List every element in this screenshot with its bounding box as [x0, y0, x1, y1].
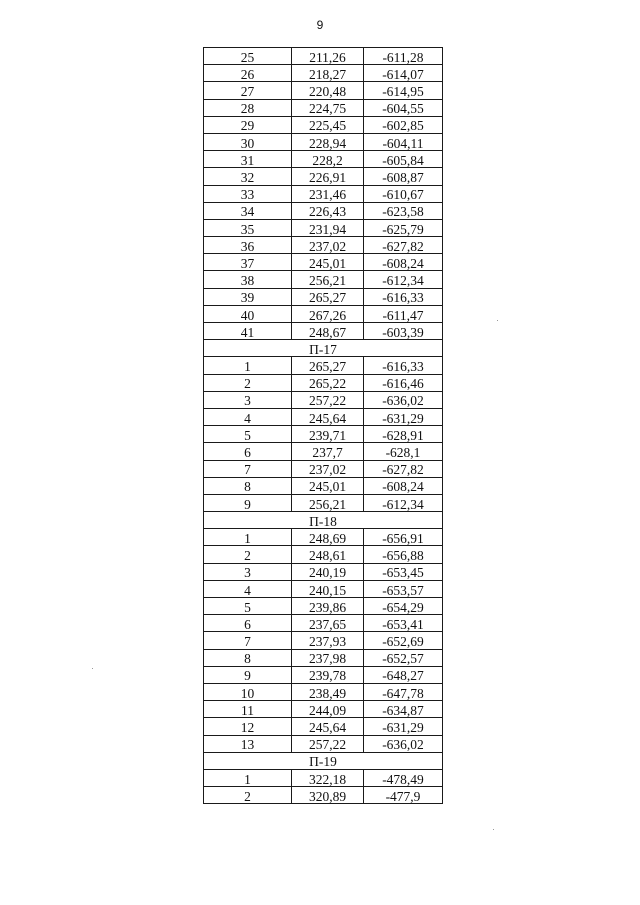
y-coordinate-cell: -602,85 [364, 116, 443, 133]
point-number-cell: 6 [204, 443, 292, 460]
x-coordinate-cell: 245,64 [292, 718, 364, 735]
x-coordinate-cell: 257,22 [292, 391, 364, 408]
y-coordinate-cell: -654,29 [364, 598, 443, 615]
x-coordinate-cell: 265,22 [292, 374, 364, 391]
point-number-cell: 2 [204, 787, 292, 804]
table-row [204, 477, 443, 494]
y-coordinate-cell: -636,02 [364, 735, 443, 752]
point-number-cell: 6 [204, 615, 292, 632]
point-number-cell: 3 [204, 563, 292, 580]
x-coordinate-cell: 237,98 [292, 649, 364, 666]
x-coordinate-cell: 237,7 [292, 443, 364, 460]
x-coordinate-cell: 226,43 [292, 202, 364, 219]
table-row [204, 271, 443, 288]
x-coordinate-cell: 245,64 [292, 408, 364, 425]
table-row [204, 735, 443, 752]
y-coordinate-cell: -616,46 [364, 374, 443, 391]
table-row [204, 615, 443, 632]
point-number-cell: 33 [204, 185, 292, 202]
point-number-cell: 11 [204, 701, 292, 718]
point-number-cell: 4 [204, 408, 292, 425]
point-number-cell: 8 [204, 477, 292, 494]
table-row [204, 391, 443, 408]
x-coordinate-cell: 248,61 [292, 546, 364, 563]
table-row [204, 168, 443, 185]
page-number: 9 [316, 18, 324, 32]
y-coordinate-cell: -604,11 [364, 133, 443, 150]
point-number-cell: 38 [204, 271, 292, 288]
table-row [204, 580, 443, 597]
y-coordinate-cell: -611,28 [364, 48, 443, 65]
y-coordinate-cell: -623,58 [364, 202, 443, 219]
point-number-cell: 34 [204, 202, 292, 219]
table-row [204, 133, 443, 150]
x-coordinate-cell: 228,94 [292, 133, 364, 150]
y-coordinate-cell: -647,78 [364, 683, 443, 700]
x-coordinate-cell: 248,69 [292, 529, 364, 546]
y-coordinate-cell: -631,29 [364, 718, 443, 735]
x-coordinate-cell: 239,86 [292, 598, 364, 615]
point-number-cell: 2 [204, 374, 292, 391]
y-coordinate-cell: -608,24 [364, 254, 443, 271]
point-number-cell: 36 [204, 237, 292, 254]
table-row [204, 288, 443, 305]
x-coordinate-cell: 224,75 [292, 99, 364, 116]
point-number-cell: 2 [204, 546, 292, 563]
point-number-cell: 1 [204, 529, 292, 546]
point-number-cell: 3 [204, 391, 292, 408]
table-row [204, 219, 443, 236]
point-number-cell: 5 [204, 426, 292, 443]
scan-speck [497, 320, 498, 321]
table-row [204, 769, 443, 786]
table-row [204, 529, 443, 546]
table-row [204, 494, 443, 511]
y-coordinate-cell: -631,29 [364, 408, 443, 425]
x-coordinate-cell: 248,67 [292, 323, 364, 340]
table-row [204, 305, 443, 322]
table-row [204, 99, 443, 116]
x-coordinate-cell: 240,15 [292, 580, 364, 597]
x-coordinate-cell: 267,26 [292, 305, 364, 322]
point-number-cell: 31 [204, 151, 292, 168]
point-number-cell: 26 [204, 65, 292, 82]
point-number-cell: 10 [204, 683, 292, 700]
y-coordinate-cell: -656,88 [364, 546, 443, 563]
x-coordinate-cell: 231,46 [292, 185, 364, 202]
scan-speck [493, 829, 494, 830]
y-coordinate-cell: -636,02 [364, 391, 443, 408]
x-coordinate-cell: 265,27 [292, 357, 364, 374]
table-row [204, 787, 443, 804]
table-row [204, 237, 443, 254]
table-row [204, 82, 443, 99]
y-coordinate-cell: -608,87 [364, 168, 443, 185]
table-row [204, 48, 443, 65]
coordinates-table-body [204, 48, 443, 804]
point-number-cell: 30 [204, 133, 292, 150]
y-coordinate-cell: -653,57 [364, 580, 443, 597]
section-label: П-18 [204, 512, 443, 529]
point-number-cell: 40 [204, 305, 292, 322]
x-coordinate-cell: 218,27 [292, 65, 364, 82]
point-number-cell: 4 [204, 580, 292, 597]
x-coordinate-cell: 244,09 [292, 701, 364, 718]
point-number-cell: 1 [204, 769, 292, 786]
point-number-cell: 5 [204, 598, 292, 615]
y-coordinate-cell: -610,67 [364, 185, 443, 202]
section-header-row [204, 512, 443, 529]
section-header-row [204, 340, 443, 357]
y-coordinate-cell: -653,41 [364, 615, 443, 632]
table-row [204, 323, 443, 340]
y-coordinate-cell: -608,24 [364, 477, 443, 494]
x-coordinate-cell: 228,2 [292, 151, 364, 168]
y-coordinate-cell: -628,91 [364, 426, 443, 443]
table-row [204, 426, 443, 443]
point-number-cell: 35 [204, 219, 292, 236]
y-coordinate-cell: -648,27 [364, 666, 443, 683]
y-coordinate-cell: -612,34 [364, 494, 443, 511]
table-row [204, 185, 443, 202]
x-coordinate-cell: 245,01 [292, 254, 364, 271]
x-coordinate-cell: 237,93 [292, 632, 364, 649]
table-row [204, 718, 443, 735]
y-coordinate-cell: -634,87 [364, 701, 443, 718]
point-number-cell: 13 [204, 735, 292, 752]
table-row [204, 460, 443, 477]
coordinates-table [203, 47, 443, 804]
x-coordinate-cell: 320,89 [292, 787, 364, 804]
y-coordinate-cell: -653,45 [364, 563, 443, 580]
table-row [204, 443, 443, 460]
table-row [204, 151, 443, 168]
section-header-row [204, 752, 443, 769]
point-number-cell: 37 [204, 254, 292, 271]
y-coordinate-cell: -628,1 [364, 443, 443, 460]
x-coordinate-cell: 238,49 [292, 683, 364, 700]
x-coordinate-cell: 231,94 [292, 219, 364, 236]
point-number-cell: 9 [204, 666, 292, 683]
point-number-cell: 29 [204, 116, 292, 133]
x-coordinate-cell: 220,48 [292, 82, 364, 99]
y-coordinate-cell: -616,33 [364, 357, 443, 374]
section-label: П-17 [204, 340, 443, 357]
x-coordinate-cell: 226,91 [292, 168, 364, 185]
table-row [204, 254, 443, 271]
table-row [204, 683, 443, 700]
x-coordinate-cell: 322,18 [292, 769, 364, 786]
x-coordinate-cell: 245,01 [292, 477, 364, 494]
y-coordinate-cell: -627,82 [364, 460, 443, 477]
x-coordinate-cell: 256,21 [292, 271, 364, 288]
table-row [204, 65, 443, 82]
y-coordinate-cell: -604,55 [364, 99, 443, 116]
table-row [204, 116, 443, 133]
table-row [204, 632, 443, 649]
y-coordinate-cell: -614,95 [364, 82, 443, 99]
y-coordinate-cell: -603,39 [364, 323, 443, 340]
x-coordinate-cell: 211,26 [292, 48, 364, 65]
table-row [204, 666, 443, 683]
point-number-cell: 1 [204, 357, 292, 374]
x-coordinate-cell: 237,02 [292, 460, 364, 477]
point-number-cell: 28 [204, 99, 292, 116]
y-coordinate-cell: -612,34 [364, 271, 443, 288]
table-row [204, 649, 443, 666]
point-number-cell: 39 [204, 288, 292, 305]
point-number-cell: 8 [204, 649, 292, 666]
point-number-cell: 41 [204, 323, 292, 340]
x-coordinate-cell: 237,02 [292, 237, 364, 254]
y-coordinate-cell: -477,9 [364, 787, 443, 804]
point-number-cell: 12 [204, 718, 292, 735]
point-number-cell: 9 [204, 494, 292, 511]
table-row [204, 357, 443, 374]
section-label: П-19 [204, 752, 443, 769]
point-number-cell: 25 [204, 48, 292, 65]
point-number-cell: 7 [204, 460, 292, 477]
x-coordinate-cell: 225,45 [292, 116, 364, 133]
x-coordinate-cell: 256,21 [292, 494, 364, 511]
scan-speck [92, 668, 93, 669]
y-coordinate-cell: -656,91 [364, 529, 443, 546]
table-row [204, 374, 443, 391]
table-row [204, 408, 443, 425]
x-coordinate-cell: 240,19 [292, 563, 364, 580]
x-coordinate-cell: 239,71 [292, 426, 364, 443]
y-coordinate-cell: -616,33 [364, 288, 443, 305]
point-number-cell: 7 [204, 632, 292, 649]
y-coordinate-cell: -652,69 [364, 632, 443, 649]
table-row [204, 598, 443, 615]
y-coordinate-cell: -478,49 [364, 769, 443, 786]
point-number-cell: 27 [204, 82, 292, 99]
y-coordinate-cell: -611,47 [364, 305, 443, 322]
table-row [204, 202, 443, 219]
x-coordinate-cell: 237,65 [292, 615, 364, 632]
y-coordinate-cell: -614,07 [364, 65, 443, 82]
y-coordinate-cell: -627,82 [364, 237, 443, 254]
x-coordinate-cell: 239,78 [292, 666, 364, 683]
table-row [204, 546, 443, 563]
x-coordinate-cell: 265,27 [292, 288, 364, 305]
y-coordinate-cell: -605,84 [364, 151, 443, 168]
y-coordinate-cell: -625,79 [364, 219, 443, 236]
point-number-cell: 32 [204, 168, 292, 185]
x-coordinate-cell: 257,22 [292, 735, 364, 752]
table-row [204, 701, 443, 718]
y-coordinate-cell: -652,57 [364, 649, 443, 666]
table-row [204, 563, 443, 580]
